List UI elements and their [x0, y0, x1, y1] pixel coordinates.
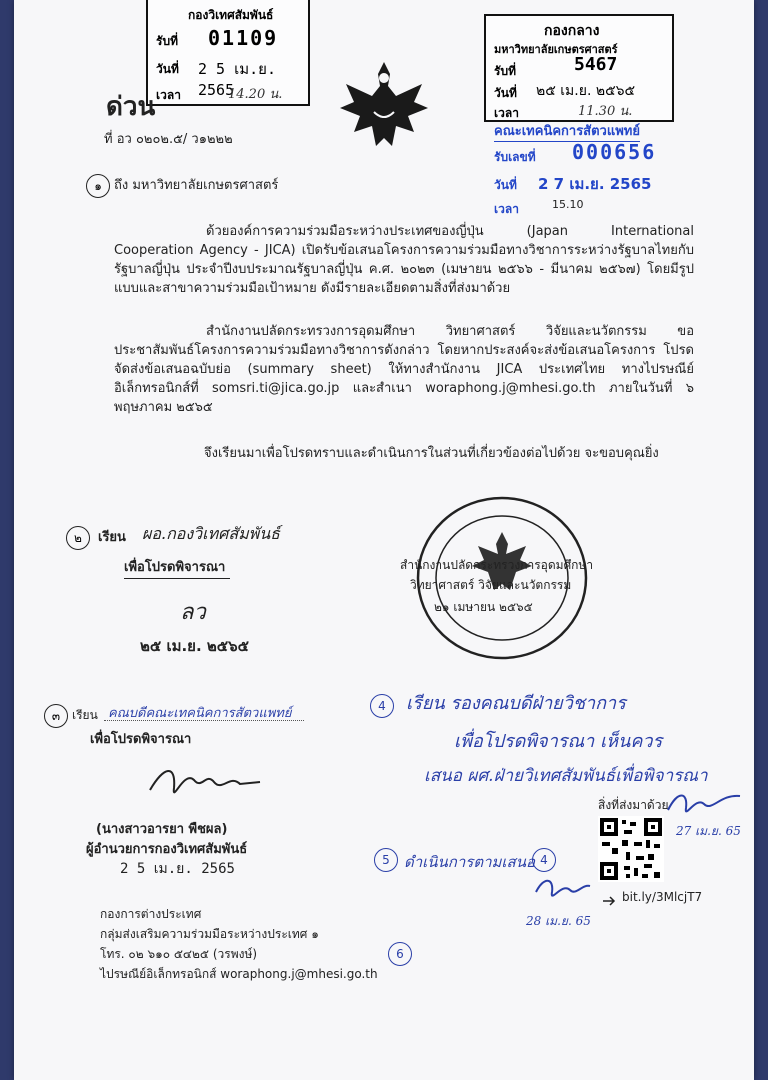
step-number-circle: 4	[370, 694, 394, 718]
stamp-date-label: วันที่	[156, 62, 179, 76]
stamp-date-value: 2 5 เม.ย. 2565	[198, 60, 276, 99]
step-number-circle: ๓	[44, 704, 68, 728]
footer-group: กลุ่มส่งเสริมความร่วมมือระหว่างประเทศ ๑	[100, 927, 319, 941]
footer-department: กองการต่างประเทศ	[100, 907, 202, 921]
note-date: ๒๕ เม.ย. ๒๕๖๕	[140, 637, 249, 655]
note-initials: ลว	[180, 600, 206, 625]
stamp-date-value: 2 7 เม.ย. 2565	[538, 175, 652, 193]
stamp-subtitle: มหาวิทยาลัยเกษตรศาสตร์	[494, 43, 618, 56]
director-name: (นางสาวอารยา พืชผล)	[96, 822, 228, 837]
note-date: 2 5 เม.ย. 2565	[120, 861, 235, 877]
note-addressee-handwritten: คณบดีคณะเทคนิคการสัตวแพทย์	[108, 706, 292, 721]
step-number-circle: ๑	[86, 174, 110, 198]
stamp-time-label: เวลา	[156, 88, 181, 102]
note-date: 28 เม.ย. 65	[526, 914, 591, 928]
stamp-title: กองวิเทศสัมพันธ์	[188, 8, 274, 22]
note-handwritten-line-2: เพื่อโปรดพิจารณา เห็นควร	[454, 731, 663, 752]
note-dotted-line	[104, 720, 304, 721]
stamp-time-label: เวลา	[494, 106, 519, 120]
note-underline	[124, 578, 230, 579]
stamp-title: คณะเทคนิคการสัตวแพทย์	[494, 120, 640, 142]
stamp-title: กองกลาง	[544, 23, 600, 39]
stamp-rec-label: รับที่	[156, 34, 178, 48]
note-handwritten-line-3: เสนอ ผศ.ฝ่ายวิเทศสัมพันธ์เพื่อพิจารณา	[424, 766, 708, 786]
step-number-circle: 4	[532, 848, 556, 872]
qr-code-icon[interactable]	[598, 816, 664, 882]
office-name-line-1: สำนักงานปลัดกระทรวงการอุดมศึกษา	[400, 558, 594, 572]
note-handwritten-line: ดำเนินการตามเสนอ	[404, 853, 535, 871]
step-number-circle: ๒	[66, 526, 90, 550]
stamp-time-label: เวลา	[494, 202, 519, 216]
director-signature-icon	[144, 760, 264, 810]
body-paragraph-3: จึงเรียนมาเพื่อโปรดทราบและดำเนินการในส่วนที่เกี่ยวข้องต่อไปด้วย จะขอบคุณยิ่ง	[204, 446, 659, 461]
receipt-stamp-foreign-affairs	[146, 0, 310, 106]
note-consider-text: เพื่อโปรดพิจารณา	[90, 732, 192, 747]
stamp-rec-value: 5467	[574, 54, 618, 75]
document-number: ที่ อว ๐๒๐๒.๕/ ว๑๒๒๒	[104, 132, 233, 147]
attachment-label: สิ่งที่ส่งมาด้วย	[598, 798, 669, 812]
note-salutation: เรียน	[72, 708, 98, 722]
link-arrow-icon	[602, 892, 616, 904]
recipient-line: ถึง มหาวิทยาลัยเกษตรศาสตร์	[114, 178, 279, 193]
note-date: 27 เม.ย. 65	[676, 824, 741, 838]
stamp-rec-label: รับที่	[494, 64, 516, 78]
note-addressee-handwritten: ผอ.กองวิเทศสัมพันธ์	[142, 524, 280, 543]
associate-dean-signature-icon	[532, 874, 592, 908]
office-name-line-2: วิทยาศาสตร์ วิจัยและนวัตกรรม	[410, 578, 572, 592]
note-consider-text: เพื่อโปรดพิจารณา	[124, 560, 226, 575]
stamp-date-label: วันที่	[494, 86, 517, 100]
footer-phone: โทร. ๐๒ ๖๑๐ ๕๔๒๕ (วรพงษ์)	[100, 947, 258, 961]
stamp-date-value: ๒๕ เม.ย. ๒๕๖๕	[536, 83, 636, 99]
footer-email: ไปรษณีย์อิเล็กทรอนิกส์ woraphong.j@mhesi.go.th	[100, 967, 378, 981]
stamp-time-value: 15.10	[552, 198, 584, 211]
stamp-date-label: วันที่	[494, 178, 517, 192]
stamp-rec-label: รับเลขที่	[494, 150, 536, 164]
director-title: ผู้อำนวยการกองวิเทศสัมพันธ์	[86, 842, 248, 857]
body-paragraph-1: ด้วยองค์การความร่วมมือระหว่างประเทศของญี่ปุ่น (Japan International Cooperation Agency - JICA) เปิดรับข้อเสนอโครงการความร่วมมือทางวิชาการระหว่างรัฐบาลไทยกับรัฐบาลญี่ปุ่น ประจำปีงบประมาณรัฐบาลญี่ปุ่น ค.ศ. ๒๐๒๓ (เมษายน ๒๕๖๖ - มีนาคม ๒๕๖๗) โดยมีรูปแบบและสาขาความร่วมมือเป้าหมาย ดังมีรายละเอียดตามสิ่งที่ส่งมาด้วย	[114, 224, 694, 296]
note-salutation: เรียน	[98, 530, 126, 545]
stamp-time-value: 14.20 น.	[228, 87, 283, 102]
vet-dean-signature-icon	[664, 786, 744, 826]
office-date: ๒๑ เมษายน ๒๕๖๕	[434, 600, 533, 614]
stamp-rec-value: 01109	[208, 26, 279, 50]
attachment-link[interactable]: bit.ly/3MlcjT7	[622, 890, 703, 904]
note-handwritten-line-1: เรียน รองคณบดีฝ่ายวิชาการ	[406, 693, 626, 714]
step-number-circle: 6	[388, 942, 412, 966]
stamp-time-value: 11.30 น.	[578, 104, 633, 119]
step-number-circle: 5	[374, 848, 398, 872]
receipt-stamp-central-division	[484, 14, 674, 122]
body-paragraph-2: สำนักงานปลัดกระทรวงการอุดมศึกษา วิทยาศาสตร์ วิจัยและนวัตกรรม ขอประชาสัมพันธ์โครงการความร่วมมือทางวิชาการดังกล่าว โดยหากประสงค์จะส่งข้อเสนอโครงการ โปรดจัดส่งข้อเสนอฉบับย่อ (summary sheet) ให้ทางสำนักงาน JICA ประเทศไทย ทางไปรษณีย์อิเล็กทรอนิกส์ที่ somsri.ti@jica.go.jp และสำเนา woraphong.j@mhesi.go.th ภายในวันที่ ๖ พฤษภาคม ๒๕๖๕	[114, 324, 694, 415]
garuda-emblem-icon	[334, 56, 434, 156]
document-page	[14, 0, 754, 1080]
receipt-stamp-vet-faculty	[494, 118, 694, 220]
stamp-rec-value: 000656	[572, 140, 657, 164]
urgent-label: ด่วน	[106, 92, 156, 122]
